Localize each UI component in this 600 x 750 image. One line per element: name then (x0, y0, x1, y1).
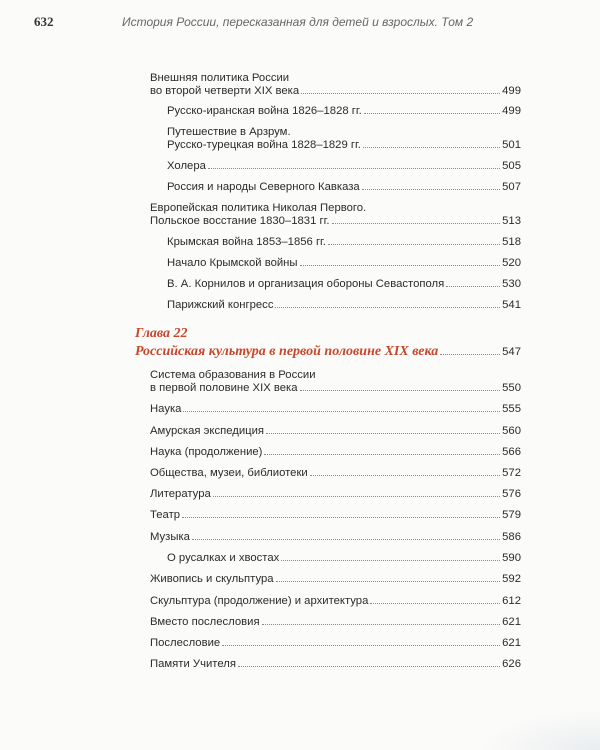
leader-dots (276, 581, 501, 582)
toc-entry-title: Литература (150, 488, 211, 500)
toc-entry-page: 499 (502, 85, 521, 97)
leader-dots (208, 168, 500, 169)
toc-entry[interactable] (150, 637, 521, 650)
toc-entry-page: 555 (502, 403, 521, 415)
toc-entry-page: 579 (502, 509, 521, 521)
toc-entry-title: Живопись и скульптура (150, 573, 274, 585)
leader-dots (275, 307, 500, 308)
toc-entry-title-line: Система образования в России (150, 369, 316, 381)
toc-entry[interactable] (167, 181, 521, 194)
toc-entry-title: Холера (167, 160, 206, 172)
chapter-page: 547 (502, 346, 521, 358)
toc-entry[interactable] (167, 552, 521, 565)
toc-entry-page: 590 (502, 552, 521, 564)
leader-dots (328, 244, 500, 245)
toc-entry-title: Начало Крымской войны (167, 257, 298, 269)
toc-entry[interactable] (150, 595, 521, 608)
toc-entry-page: 592 (502, 573, 521, 585)
leader-dots (300, 265, 501, 266)
toc-entry-page: 513 (502, 215, 521, 227)
toc-entry[interactable] (167, 105, 521, 118)
toc-entry-title-line: Польское восстание 1830–1831 гг. (150, 215, 330, 227)
toc-entry-page: 612 (502, 595, 521, 607)
toc-entry-page: 576 (502, 488, 521, 500)
leader-dots (362, 189, 500, 190)
leader-dots (301, 93, 500, 94)
toc-entry[interactable] (150, 573, 521, 586)
toc-entry-page: 626 (502, 658, 521, 670)
toc-entry-title: В. А. Корнилов и организация обороны Севастополя (167, 278, 445, 290)
leader-dots (266, 433, 500, 434)
toc-entry[interactable] (167, 299, 521, 312)
toc-entry-page: 518 (502, 236, 521, 248)
toc-entry-title: Послесловие (150, 637, 221, 649)
toc-entry-title: Театр (150, 509, 181, 521)
leader-dots (332, 223, 501, 224)
leader-dots (364, 113, 500, 114)
toc-entry-page: 499 (502, 105, 521, 117)
toc-entry-title: Крымская война 1853–1856 гг. (167, 236, 326, 248)
running-title: История России, пересказанная для детей и взрослых. Том 2 (122, 15, 474, 29)
toc-entry[interactable] (150, 425, 521, 438)
toc-entry[interactable] (150, 403, 521, 416)
toc-entry-title: Наука (продолжение) (150, 446, 263, 458)
toc-entry-title: Амурская экспедиция (150, 425, 265, 437)
toc-entry-title: Россия и народы Северного Кавказа (167, 181, 360, 193)
toc-entry[interactable] (167, 236, 521, 249)
leader-dots (310, 475, 500, 476)
toc-entry[interactable] (150, 446, 521, 459)
toc-entry[interactable] (150, 509, 521, 522)
toc-entry-title: Наука (150, 403, 182, 415)
chapter-title: Российская культура в первой половине XIX века (135, 344, 439, 359)
toc-entry[interactable] (167, 126, 521, 152)
toc-entry-page: 541 (502, 299, 521, 311)
leader-dots (192, 539, 500, 540)
toc-entry-title: Памяти Учителя (150, 658, 236, 670)
toc-entry-page: 560 (502, 425, 521, 437)
leader-dots (363, 147, 500, 148)
toc-entry-title: О русалках и хвостах (167, 552, 280, 564)
leader-dots (213, 496, 500, 497)
toc-entry-title-line: Русско-турецкая война 1828–1829 гг. (167, 139, 361, 151)
toc-entry[interactable] (150, 488, 521, 501)
leader-dots (238, 666, 500, 667)
toc-entry[interactable] (167, 257, 521, 270)
toc-entry-page: 520 (502, 257, 521, 269)
leader-dots (281, 560, 500, 561)
toc-entry[interactable] (150, 202, 521, 228)
toc-entry[interactable] (150, 467, 521, 480)
chapter-entry[interactable] (135, 345, 521, 359)
toc-entry-title: Общества, музеи, библиотеки (150, 467, 308, 479)
toc-entry-title: Парижский конгресс (167, 299, 274, 311)
toc-entry-page: 505 (502, 160, 521, 172)
leader-dots (183, 411, 500, 412)
toc-entry-page: 507 (502, 181, 521, 193)
chapter-label: Глава 22 (135, 326, 188, 341)
leader-dots (264, 454, 500, 455)
toc-entry[interactable] (150, 531, 521, 544)
toc-entry-page: 586 (502, 531, 521, 543)
toc-entry-title-line: Путешествие в Арзрум. (167, 126, 291, 138)
leader-dots (182, 517, 500, 518)
toc-entry-page: 621 (502, 637, 521, 649)
toc-entry-title: Русско-иранская война 1826–1828 гг. (167, 105, 362, 117)
toc-entry-title-line: Внешняя политика России (150, 72, 290, 84)
toc-entry-title-line: в первой половине XIX века (150, 382, 298, 394)
toc-entry-page: 530 (502, 278, 521, 290)
leader-dots (440, 354, 500, 355)
toc-entry[interactable] (150, 369, 521, 395)
toc-entry-page: 550 (502, 382, 521, 394)
toc-entry[interactable] (167, 278, 521, 291)
toc-entry-title: Скульптура (продолжение) и архитектура (150, 595, 369, 607)
toc-entry[interactable] (150, 658, 521, 671)
leader-dots (222, 645, 500, 646)
toc-entry[interactable] (150, 72, 521, 98)
toc-entry[interactable] (167, 160, 521, 173)
toc-entry-title-line: Европейская политика Николая Первого. (150, 202, 367, 214)
page-number: 632 (34, 14, 54, 29)
page-corner-shadow (480, 710, 600, 750)
toc-entry-page: 501 (502, 139, 521, 151)
toc-entry-title-line: во второй четверти XIX века (150, 85, 300, 97)
toc-entry-title: Вместо послесловия (150, 616, 260, 628)
leader-dots (446, 286, 500, 287)
toc-entry[interactable] (150, 616, 521, 629)
leader-dots (300, 390, 501, 391)
toc-entry-page: 566 (502, 446, 521, 458)
toc-entry-title: Музыка (150, 531, 190, 543)
leader-dots (370, 603, 500, 604)
toc-entry-page: 572 (502, 467, 521, 479)
toc-entry-page: 621 (502, 616, 521, 628)
leader-dots (262, 624, 501, 625)
